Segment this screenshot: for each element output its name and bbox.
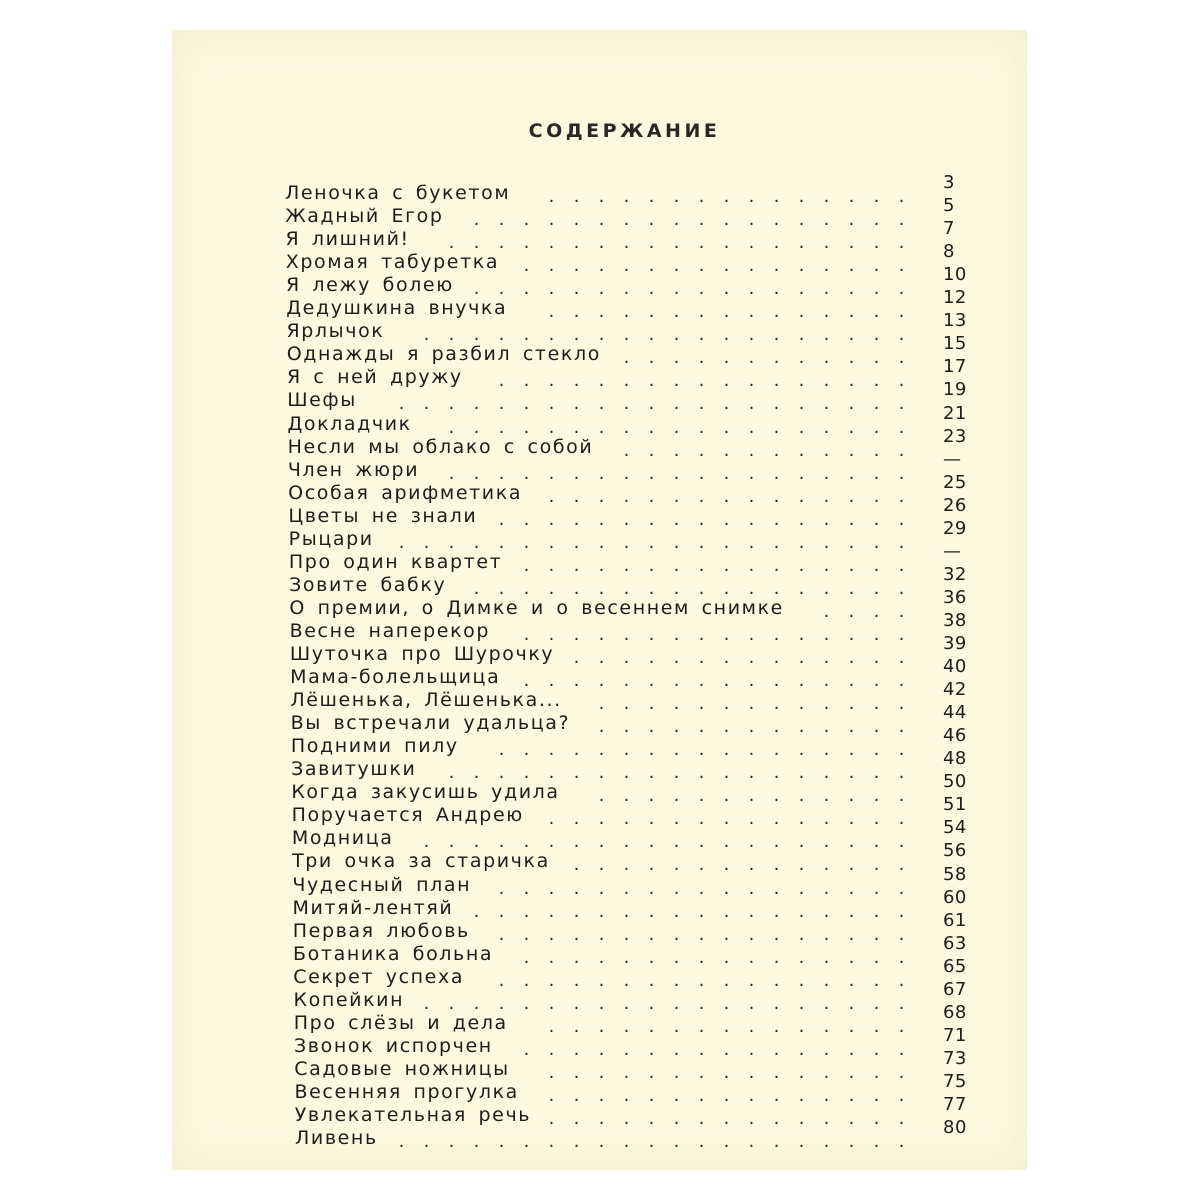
toc-entry-page-number: 32 — [942, 563, 967, 585]
toc-entry-page-number: 15 — [942, 333, 967, 355]
toc-entry-title: Садовые ножницы — [294, 1057, 510, 1080]
dot-leader: . . . . . . . . . . . . . — [598, 693, 905, 714]
toc-entry-page-number: 21 — [942, 402, 967, 424]
dot-leader: . . . . . . . . . . . . . . . . . . — [473, 900, 905, 921]
toc-entry-title: Я с ней дружу — [286, 366, 463, 389]
dot-leader: . . . . . . . . . . . . . . . . — [523, 670, 905, 691]
toc-entry-title: Лёшенька, Лёшенька... — [290, 689, 562, 712]
dot-leader: . . . . . . . . . . . . . . . — [548, 301, 905, 322]
dot-leader: . . . . . . . . . . . . . . — [573, 854, 905, 875]
page-title: СОДЕРЖАНИЕ — [528, 120, 721, 142]
toc-entry-page-number: 38 — [942, 609, 967, 631]
toc-entry-page-number: 23 — [942, 425, 967, 447]
dot-leader: . . . . . . . . . . . . . . . — [548, 1084, 905, 1105]
toc-entry-title: Рыцари — [288, 527, 374, 550]
toc-entry-title: Три очка за старичка — [292, 850, 550, 873]
toc-entry-page-number: 36 — [942, 586, 967, 608]
toc-entry-title: Цветы не знали — [288, 504, 478, 527]
dot-leader: . . . . . . . . . . . . . . . — [548, 186, 905, 206]
toc-entry-page-number: 77 — [942, 1094, 967, 1115]
dot-leader: . . . . . . . . . . . . . . . . . . . . . — [398, 1131, 905, 1152]
toc-entry-page-number: 44 — [942, 702, 967, 724]
dot-leader: . . . . . . . . . . . . . . . . . — [498, 923, 905, 944]
dot-leader: . . . . . . . . . . . . . . . . — [523, 623, 905, 644]
toc-entry-title: Секрет успеха — [293, 965, 465, 988]
toc-entry-page-number: 46 — [942, 725, 967, 747]
toc-entry-title: Подними пилу — [290, 735, 459, 758]
toc-entry-page-number: 56 — [942, 840, 967, 862]
toc-entry-page-number: 65 — [942, 955, 967, 977]
toc-entry-title: Я лишний! — [285, 228, 410, 251]
book-page — [172, 30, 1027, 1170]
dot-leader: . . . . . . . . . . . . . . . . . . . . — [423, 831, 905, 852]
toc-entry-title: Несли мы облако с собой — [287, 435, 594, 458]
toc-entry-page-number: 51 — [942, 794, 967, 816]
toc-entry-title: Завитушки — [291, 758, 417, 781]
dot-leader: . . . . . . . . . . . . . . — [573, 647, 905, 667]
toc-entry-page-number: — — [942, 540, 962, 562]
toc-entry-title: Член жюри — [287, 458, 420, 481]
toc-entry-title: Шуточка про Шурочку — [289, 643, 555, 665]
dot-leader: . . . . . . . . . . . . . . . . . . . . — [423, 324, 905, 345]
dot-leader: . . . . . . . . . . . . . . . . . . . . . — [398, 393, 905, 414]
toc-entry — [295, 1117, 975, 1153]
dot-leader: . . . . . . . . . . . . . . . . . — [498, 969, 905, 990]
toc-entry-title: Жадный Егор — [285, 205, 444, 228]
toc-entry-title: Митяй-лентяй — [292, 896, 454, 919]
dot-leader: . . . . . . . . . . . . . . . . . . . — [448, 416, 905, 437]
toc-entry-page-number: 40 — [942, 656, 967, 678]
toc-entry-title: Про один квартет — [288, 550, 503, 573]
toc-entry-title: Увлекательная речь — [294, 1104, 532, 1126]
toc-entry-title: Звонок испорчен — [294, 1034, 493, 1057]
dot-leader: . . . . . . . . . . . . . . . — [548, 808, 905, 829]
toc-entry-title: Зовите бабку — [289, 573, 447, 596]
toc-entry-page-number: — — [942, 448, 962, 470]
toc-entry-page-number: 8 — [942, 241, 955, 263]
toc-entry-page-number: 25 — [942, 471, 967, 493]
toc-entry-page-number: 26 — [942, 494, 967, 516]
toc-entry-page-number: 73 — [942, 1047, 967, 1069]
toc-entry-page-number: 58 — [942, 863, 967, 885]
toc-entry-page-number: 42 — [942, 679, 967, 701]
dot-leader: . . . . . . . . . . . . . . . . . . . — [448, 232, 905, 253]
toc-entry-page-number: 67 — [942, 978, 967, 1000]
dot-leader: . . . . . . . . . . . . . — [598, 716, 905, 737]
toc-entry-page-number: 68 — [942, 1001, 967, 1023]
dot-leader: . . . . . . . . . . . . . . . — [548, 1108, 905, 1128]
table-of-contents — [172, 30, 1027, 1170]
toc-entry-page-number: 61 — [942, 909, 967, 931]
toc-entry-title: Весне наперекор — [289, 619, 491, 642]
dot-leader: . . . . . . . . . . . . . . . . — [523, 255, 905, 276]
dot-leader: . . . . . . . . . . . . . . . . . . . . . — [398, 531, 905, 552]
toc-entry-page-number: 71 — [942, 1024, 967, 1046]
toc-entry-page-number: 19 — [942, 379, 967, 401]
toc-entry-page-number: 12 — [942, 287, 967, 309]
toc-entry-title: Весенняя прогулка — [294, 1080, 519, 1103]
dot-leader: . . . . . . . . . . . . — [623, 439, 905, 460]
toc-entry-title: О премии, о Димке и о весеннем снимке — [289, 596, 784, 619]
toc-entry-page-number: 48 — [942, 748, 967, 770]
toc-entry-title: Про слёзы и дела — [293, 1011, 508, 1034]
dot-leader: . . . . . . . . . . . . . . . — [548, 485, 905, 506]
toc-entry-title: Ливень — [295, 1127, 378, 1150]
toc-entry-title: Однажды я разбил стекло — [286, 343, 601, 366]
dot-leader: . . . . . . . . . . . . . . . . . . — [473, 278, 905, 299]
dot-leader: . . . . . . . . . . . . . . . . . . . . — [423, 992, 905, 1013]
toc-entry-page-number: 63 — [942, 932, 967, 954]
toc-entry-title: Дедушкина внучка — [286, 297, 508, 320]
toc-entry-title: Ботаника больна — [293, 942, 494, 965]
dot-leader: . . . . . . . . . . . . . . . . — [523, 946, 905, 967]
dot-leader: . . . . . . . . . . . . . . . . . . — [473, 209, 905, 230]
dot-leader: . . . . . . . . . . . . . . . . . — [498, 877, 905, 898]
dot-leader: . . . . . . . . . . . . . . . — [548, 1061, 905, 1082]
dot-leader: . . . . . . . . . . . . . . . . . — [498, 739, 905, 760]
toc-entry-title: Ярлычок — [286, 320, 385, 343]
dot-leader: . . . . . . . . . . . . . . . . . — [498, 370, 905, 391]
toc-entry-title: Модница — [291, 827, 394, 850]
toc-entry-page-number: 39 — [942, 633, 967, 654]
toc-entry-page-number: 5 — [942, 195, 955, 217]
toc-entry-page-number: 54 — [942, 817, 967, 839]
toc-entry-title: Особая арифметика — [288, 481, 523, 504]
toc-entry-title: Копейкин — [293, 988, 405, 1011]
toc-entry-page-number: 10 — [942, 264, 967, 286]
dot-leader: . . . . — [823, 600, 905, 621]
toc-entry-title: Леночка с букетом — [285, 182, 511, 204]
toc-entry-title: Хромая табуретка — [285, 251, 500, 274]
toc-entry-title: Шефы — [287, 389, 357, 412]
toc-entry-page-number: 50 — [942, 771, 967, 793]
toc-entry-page-number: 60 — [942, 886, 967, 908]
toc-entry-title: Я лежу болею — [285, 274, 454, 297]
toc-entry-page-number: 17 — [942, 356, 967, 378]
dot-leader: . . . . . . . . . . . . . . . . — [523, 554, 905, 575]
toc-entry-page-number: 3 — [943, 172, 955, 193]
toc-entry-title: Докладчик — [287, 412, 412, 435]
toc-entry-page-number: 13 — [942, 310, 967, 332]
dot-leader: . . . . . . . . . . . . . . . . . . — [473, 577, 905, 598]
toc-entry-title: Поручается Андрею — [291, 804, 524, 827]
dot-leader: . . . . . . . . . . . . . . . . . — [498, 508, 905, 529]
dot-leader: . . . . . . . . . . . . . . . — [548, 1015, 905, 1036]
toc-entry-page-number: 29 — [942, 517, 967, 539]
toc-entry-page-number: 80 — [943, 1117, 967, 1139]
dot-leader: . . . . . . . . . . . . . — [598, 785, 905, 806]
toc-entry-page-number: 7 — [942, 218, 955, 240]
toc-entry-title: Первая любовь — [292, 919, 470, 942]
toc-entry-title: Когда закусишь удила — [291, 781, 560, 804]
toc-entry-title: Вы встречали удальца? — [290, 712, 571, 735]
dot-leader: . . . . . . . . . . . . — [623, 347, 905, 368]
dot-leader: . . . . . . . . . . . . . . . . . . . — [448, 762, 905, 783]
toc-entry-title: Мама-болельщица — [290, 666, 501, 689]
toc-entry-title: Чудесный план — [292, 873, 472, 896]
dot-leader: . . . . . . . . . . . . . . . . . . . — [448, 462, 905, 483]
dot-leader: . . . . . . . . . . . . . . . . — [523, 1038, 905, 1059]
toc-entry-page-number: 75 — [942, 1070, 967, 1092]
